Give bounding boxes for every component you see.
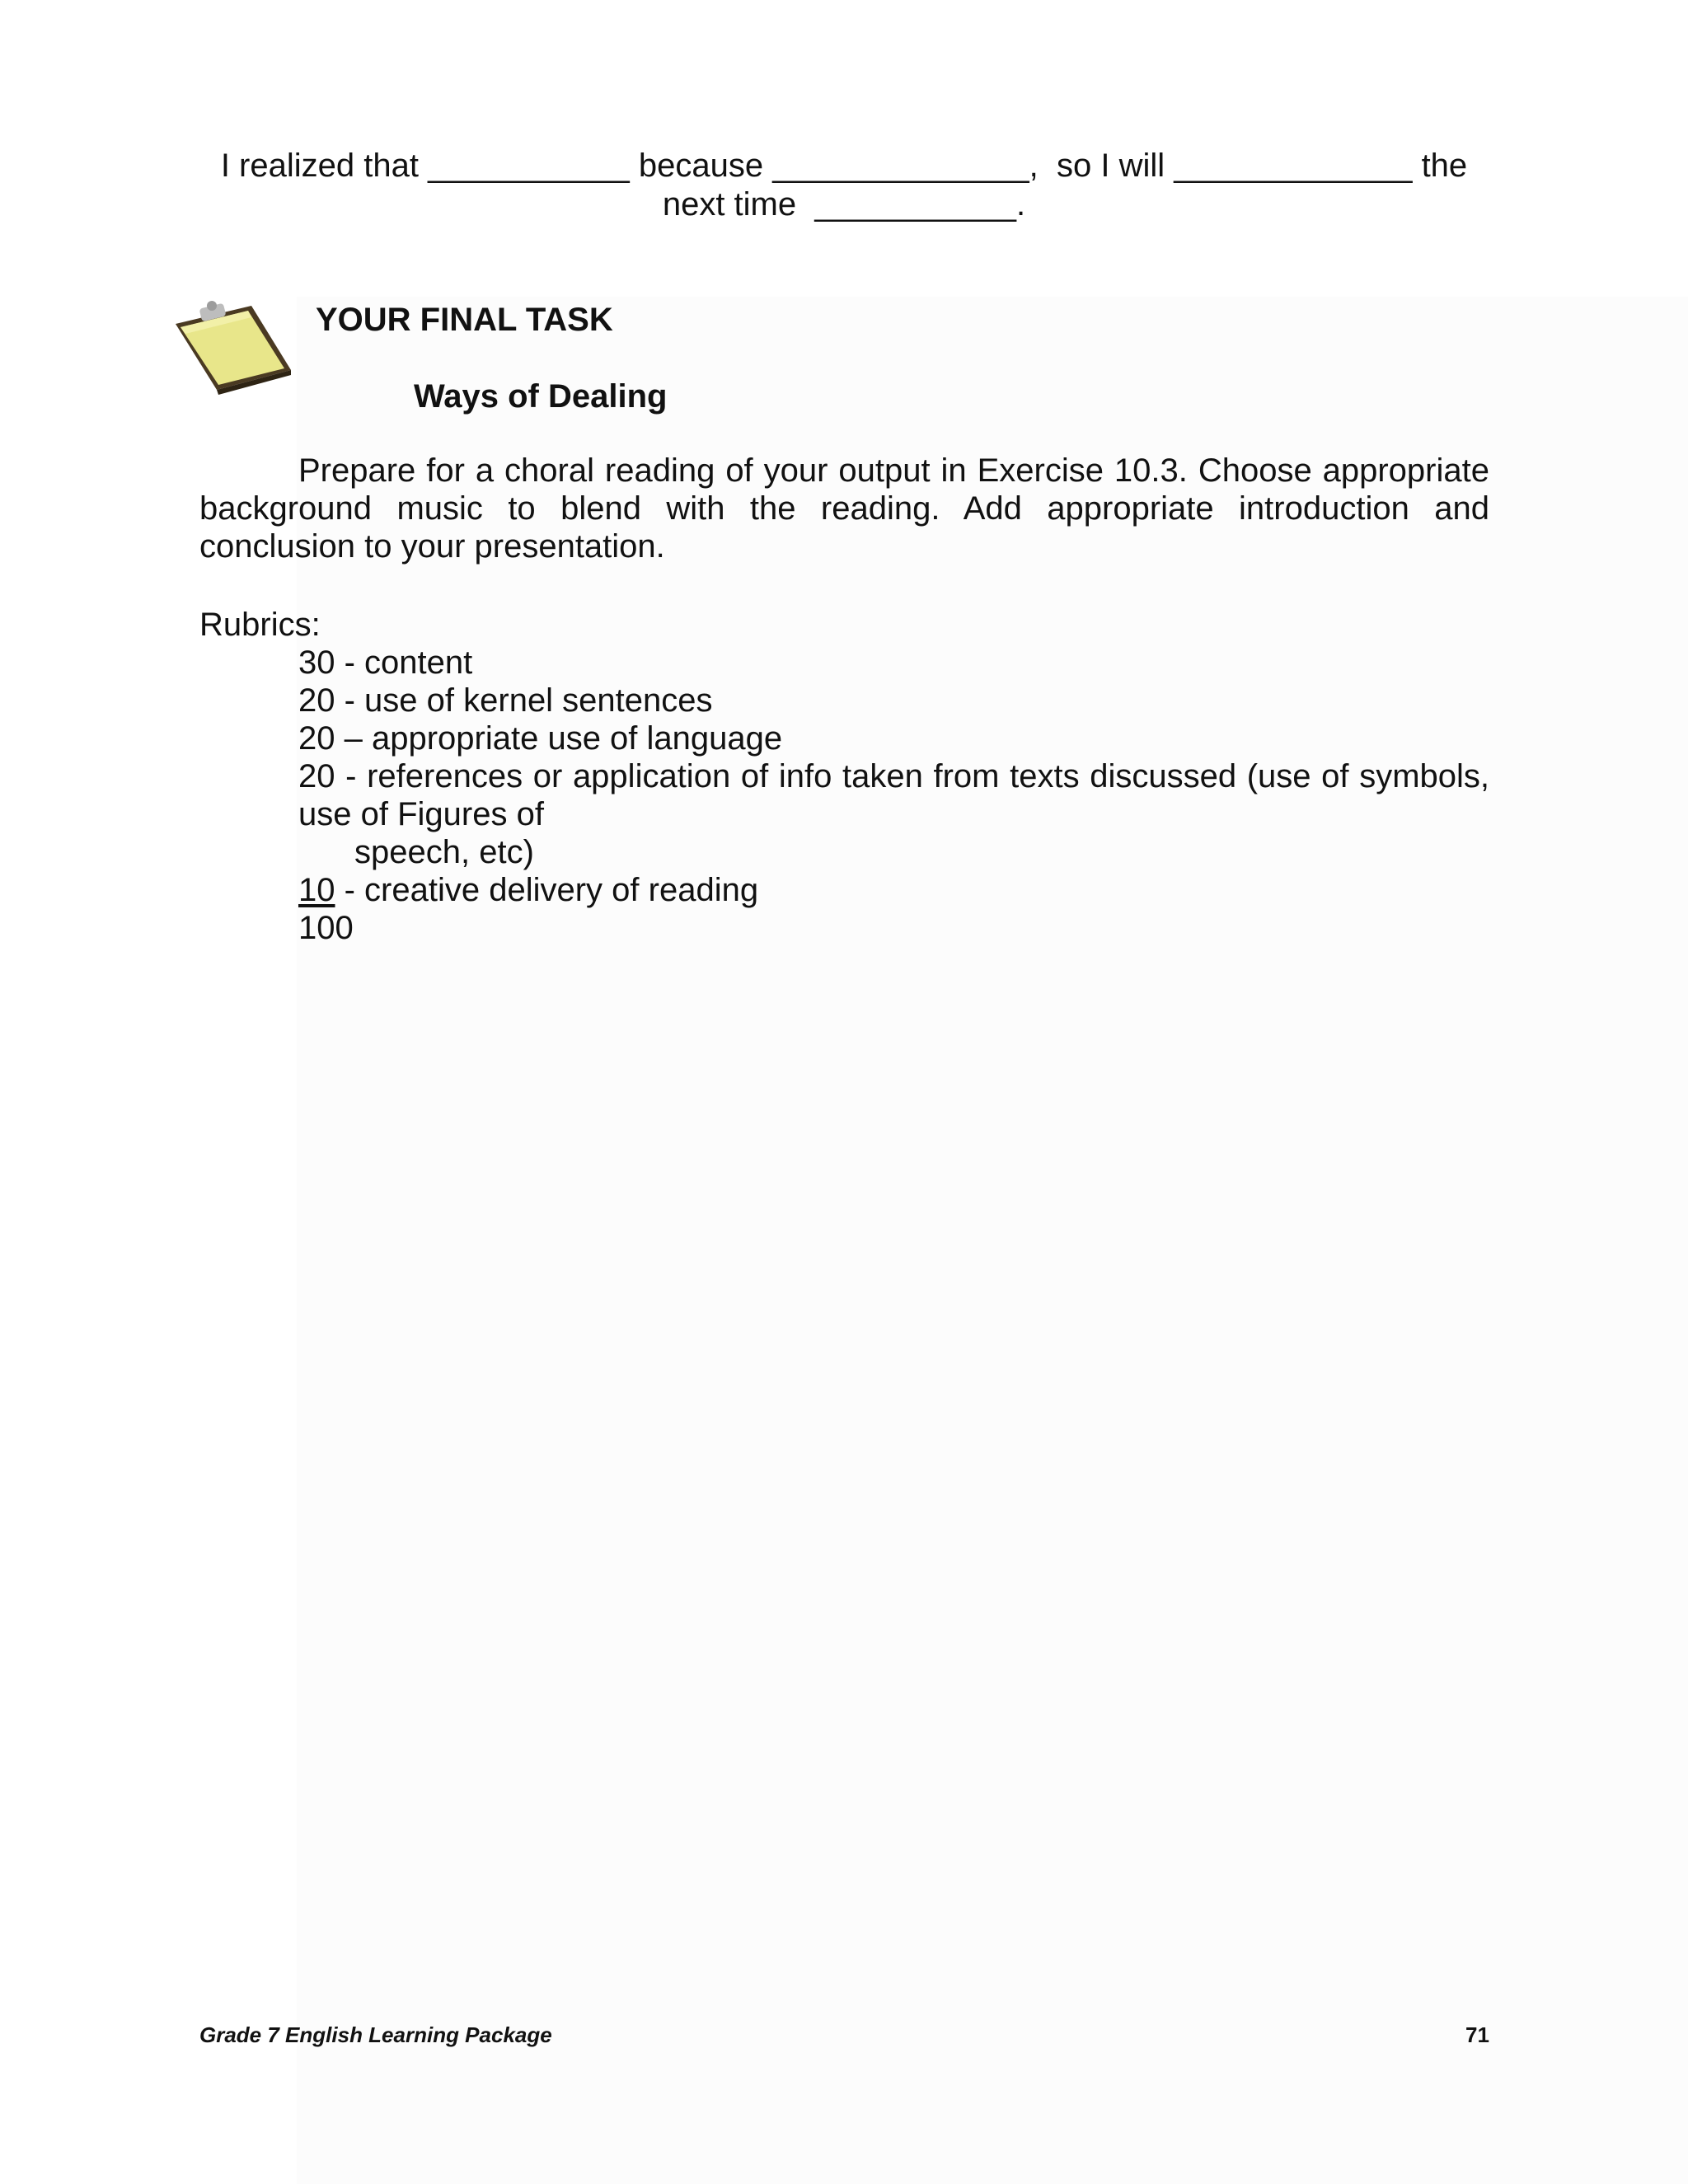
rubrics-label: Rubrics: <box>199 607 321 643</box>
reflection-sentence-line-2: next time ___________. <box>662 186 1026 223</box>
rubric-item-continuation: speech, etc) <box>354 834 534 870</box>
rubric-item <box>298 682 713 719</box>
rubric-criterion: - creative delivery of reading <box>335 872 759 908</box>
rubric-item <box>298 757 1489 833</box>
rubric-criterion: - use of kernel sentences <box>335 682 713 719</box>
rubric-item <box>298 644 472 682</box>
clipboard-icon <box>169 301 293 412</box>
rubric-criterion: - content <box>335 644 473 681</box>
rubric-item <box>298 871 758 909</box>
task-instructions <box>199 452 1489 565</box>
rubric-points: 20 <box>298 758 335 794</box>
rubric-criterion: – appropriate use of language <box>335 720 783 757</box>
final-task-subheading: Ways of Dealing <box>414 378 668 415</box>
rubric-points: 10 <box>298 872 335 908</box>
rubric-total: 100 <box>298 910 354 946</box>
task-instructions-text: Prepare for a choral reading of your output in Exercise 10.3. Choose appropriate background music to blend with the reading. Add appropriate introduction and conclusion to your presentation. <box>199 452 1489 565</box>
rubric-criterion: - references or application of info taken from texts discussed (use of symbols, use of Figures of <box>298 758 1489 832</box>
footer-title: Grade 7 English Learning Package <box>199 2022 552 2047</box>
page-number: 71 <box>1465 2022 1489 2047</box>
final-task-heading: YOUR FINAL TASK <box>316 302 613 338</box>
rubric-points: 30 <box>298 644 335 681</box>
rubric-points: 20 <box>298 682 335 719</box>
reflection-sentence-line-1: I realized that ___________ because ______________, so I will _____________ the <box>220 148 1468 184</box>
rubric-item <box>298 719 782 757</box>
page-background <box>297 297 1688 2184</box>
rubric-points: 20 <box>298 720 335 757</box>
